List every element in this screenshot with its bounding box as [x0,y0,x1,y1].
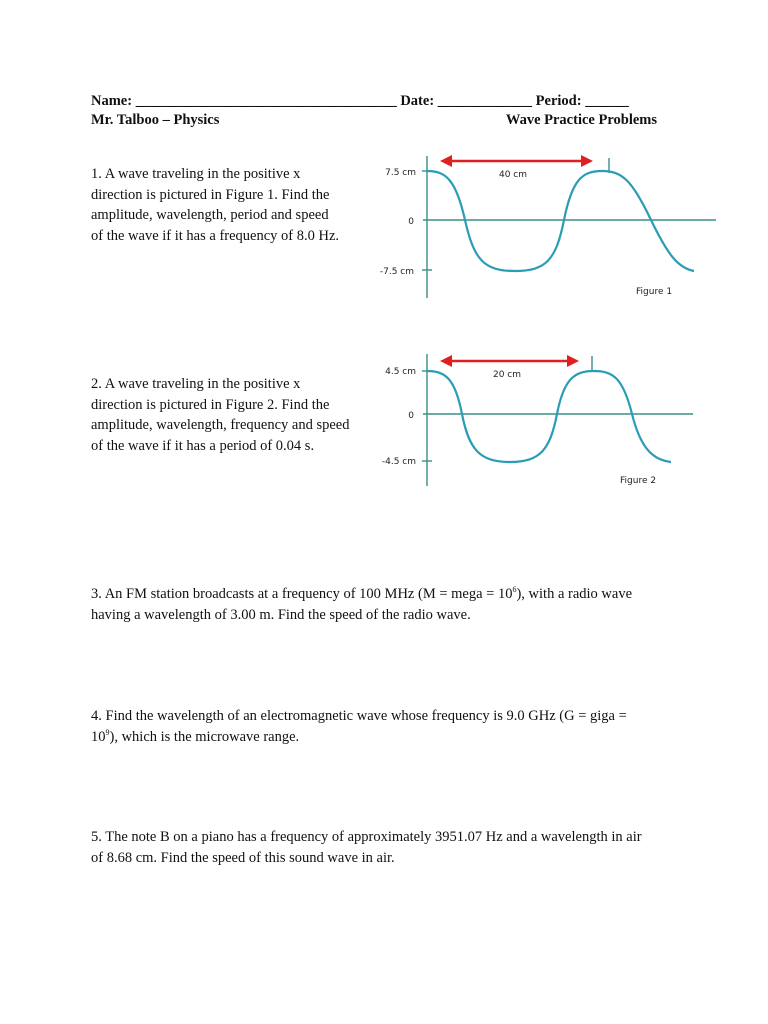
question-1-line: 1. A wave traveling in the positive x [91,166,301,182]
question-3-line-2: having a wavelength of 3.00 m. Find the speed of the radio wave. [91,606,471,623]
figure-2-bottom-label: -4.5 cm [381,457,416,467]
name-label: Name: [91,93,133,109]
worksheet-title: Wave Practice Problems [505,112,657,128]
question-3-text-b: ), with a radio wave [516,586,633,602]
question-4 [91,706,691,747]
figure-1-arrow-left-head [440,155,452,167]
figure-2-top-label: 4.5 cm [385,367,416,377]
figure-1 [368,150,718,300]
figure-2-caption: Figure 2 [620,476,657,486]
question-3-text-a: 3. An FM station broadcasts at a frequency of 100 MHz (M = mega = 10 [91,586,513,602]
question-5-line-2: of 8.68 cm. Find the speed of this sound wave in air. [91,849,395,866]
question-4-line-2 [91,727,691,748]
question-4-text-a: 10 [91,728,106,745]
figure-1-arrow-right-head [581,155,593,167]
question-2-line: direction is pictured in Figure 2. Find the [91,396,330,413]
teacher-name: Mr. Talboo – Physics [91,112,220,128]
question-4-exponent: 9 [105,727,110,737]
question-3 [91,584,691,625]
question-1-line: direction is pictured in Figure 1. Find the [91,186,330,203]
question-3-exponent: 6 [512,585,517,594]
question-2-line: of the wave if it has a period of 0.04 s. [91,437,315,454]
question-5 [91,827,691,868]
date-label: Date: [400,93,435,109]
question-1 [91,164,371,246]
figure-2-arrow-left-head [440,355,452,367]
period-blank: ______ [581,93,629,109]
name-blank: ____________________________________ [132,93,401,109]
figure-1-top-label: 7.5 cm [385,168,416,178]
question-2-line: 2. A wave traveling in the positive x [91,376,301,392]
question-3-line-1 [91,584,691,605]
figure-2-wavelength-label: 20 cm [492,370,522,380]
figure-2-zero-label: 0 [408,411,414,421]
figure-2 [368,350,718,490]
figure-1-wave [427,171,694,271]
figure-1-wavelength-label: 40 cm [498,170,528,180]
question-2-line: amplitude, wavelength, frequency and speed [91,417,350,434]
period-label: Period: [535,93,582,109]
figure-1-zero-label: 0 [408,217,414,227]
figure-2-wave [427,371,671,462]
header-line-1 [91,93,657,110]
header-line-2 [91,112,657,129]
figure-2-arrow-right-head [567,355,579,367]
question-4-line-1: 4. Find the wavelength of an electromagnetic wave whose frequency is 9.0 GHz (G = giga = [91,708,627,724]
question-5-line-1: 5. The note B on a piano has a frequency of approximately 3951.07 Hz and a wavelength in air [91,829,642,845]
question-1-line: amplitude, wavelength, period and speed [91,207,329,224]
figure-1-bottom-label: -7.5 cm [379,267,414,277]
question-2 [91,374,371,456]
question-1-line: of the wave if it has a frequency of 8.0 Hz. [91,227,340,244]
date-blank: _____________ [434,93,536,109]
figure-1-caption: Figure 1 [636,287,673,297]
question-4-text-b: ), which is the microwave range. [109,728,300,745]
